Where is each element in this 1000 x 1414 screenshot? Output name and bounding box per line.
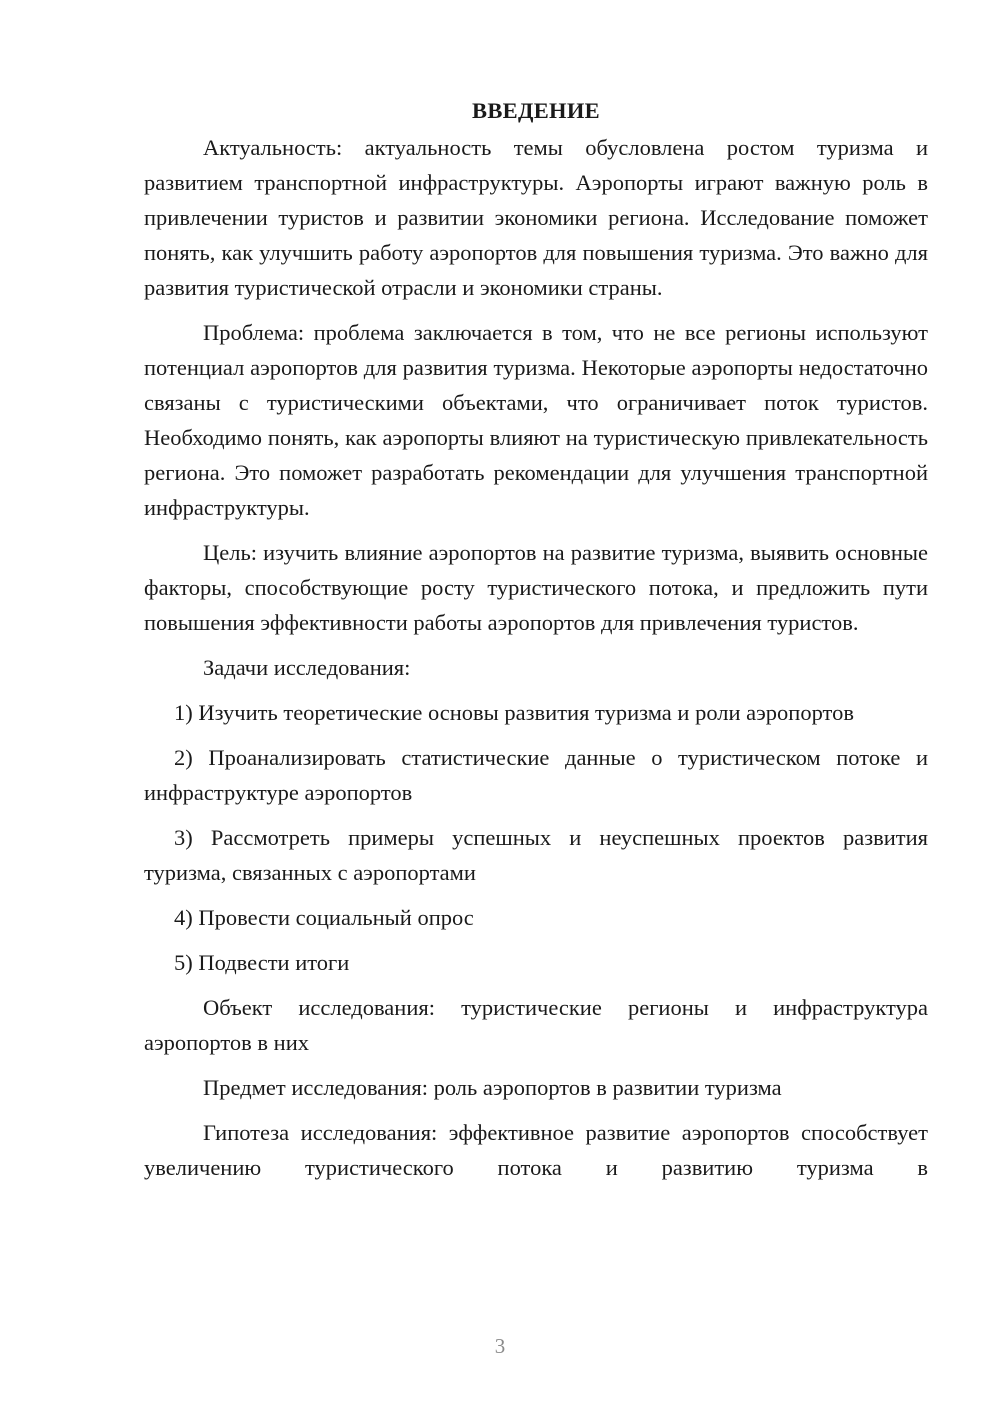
tasks-heading: Задачи исследования: xyxy=(203,655,411,680)
task-item-5: 5) Подвести итоги xyxy=(174,950,350,975)
task-item-1: 1) Изучить теоретические основы развития туризма и роли аэропортов xyxy=(174,700,854,725)
task-item-4: 4) Провести социальный опрос xyxy=(174,905,474,930)
paragraph-object: Объект исследования: туристические регионы и инфраструктура аэропортов в них xyxy=(144,995,928,1055)
page-title: ВВЕДЕНИЕ xyxy=(472,98,600,123)
page-content xyxy=(144,96,928,1185)
paragraph-relevance: Актуальность: актуальность темы обусловлена ростом туризма и развитием транспортной инфраструктуры. Аэропорты играют важную роль в привлечении туристов и развитии экономики региона. Исследование поможет понять, как улучшить работу аэропортов для повышения туризма. Это важно для развития туристической отрасли и экономики страны. xyxy=(144,135,928,300)
paragraph-hypothesis: Гипотеза исследования: эффективное развитие аэропортов способствует увеличению туристического потока и развитию туризма в xyxy=(144,1120,928,1180)
task-item-2: 2) Проанализировать статистические данные о туристическом потоке и инфраструктуре аэропортов xyxy=(144,745,928,805)
paragraph-goal: Цель: изучить влияние аэропортов на развитие туризма, выявить основные факторы, способствующие росту туристического потока, и предложить пути повышения эффективности работы аэропортов для привлечения туристов. xyxy=(144,540,928,635)
paragraph-subject: Предмет исследования: роль аэропортов в развитии туризма xyxy=(203,1075,782,1100)
page-number: 3 xyxy=(494,1334,506,1358)
task-item-3: 3) Рассмотреть примеры успешных и неуспешных проектов развития туризма, связанных с аэропортами xyxy=(144,825,928,885)
paragraph-problem: Проблема: проблема заключается в том, что не все регионы используют потенциал аэропортов для развития туризма. Некоторые аэропорты недостаточно связаны с туристическими объектами, что ограничивает поток туристов. Необходимо понять, как аэропорты влияют на туристическую привлекательность региона. Это поможет разработать рекомендации для улучшения транспортной инфраструктуры. xyxy=(144,320,928,520)
